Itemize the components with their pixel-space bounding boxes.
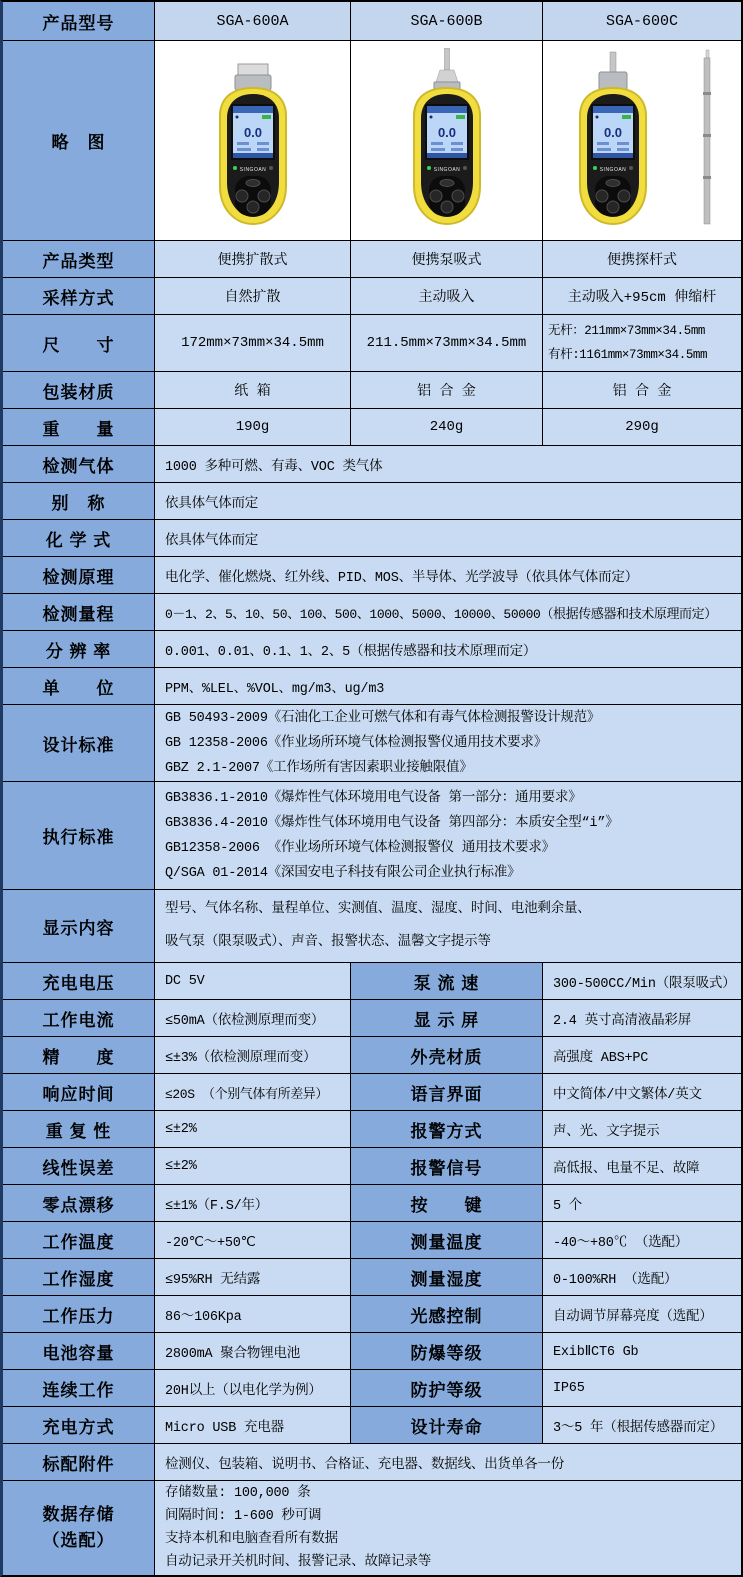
cell-value: 211.5mm×73mm×34.5mm (351, 315, 543, 371)
standard-line: GBZ 2.1-2007《工作场所有害因素职业接触限值》 (165, 760, 473, 776)
row-label: 重 量 (3, 409, 155, 445)
product-image-sga-600c (543, 41, 741, 240)
spec-row (3, 1333, 741, 1370)
spec-row (3, 1074, 741, 1111)
row-label: 充电电压 (3, 963, 155, 999)
cell-value: ≤20S （个别气体有所差异） (155, 1074, 351, 1110)
spec-row (3, 1000, 741, 1037)
cell-value: 2800mA 聚合物锂电池 (155, 1333, 351, 1369)
standard-line: GB12358-2006 《作业场所环境气体检测报警仪 通用技术要求》 (165, 840, 555, 856)
cell-value: Micro USB 充电器 (155, 1407, 351, 1443)
row-label: 精 度 (3, 1037, 155, 1073)
device-illustration-pump (372, 48, 522, 234)
pump-probe (444, 48, 449, 70)
cell-value: 便携泵吸式 (351, 241, 543, 277)
row-label: 报警信号 (351, 1148, 543, 1184)
standard-line: GB3836.4-2010《爆炸性气体环境用电气设备 第四部分：本质安全型“i”》 (165, 815, 619, 831)
cell-value: 纸 箱 (155, 372, 351, 408)
cell-value: 172mm×73mm×34.5mm (155, 315, 351, 371)
display-content-line: 型号、气体名称、量程单位、实测值、温度、湿度、时间、电池剩余量、 (165, 902, 591, 917)
row-label: 检测气体 (3, 446, 155, 482)
row-label: 工作压力 (3, 1296, 155, 1332)
header-row (3, 2, 741, 41)
model-name-c: SGA-600C (543, 2, 741, 40)
screen-reading: 0.0 (437, 124, 456, 140)
spec-row (3, 963, 741, 1000)
row-label: 测量温度 (351, 1222, 543, 1258)
led-indicator (427, 166, 431, 170)
storage-line: 间隔时间: 1-600 秒可调 (165, 1509, 322, 1524)
cell-value: ≤±2% (155, 1148, 351, 1184)
cell-value: 便携扩散式 (155, 241, 351, 277)
cell-value: 0.001、0.01、0.1、1、2、5（根据传感器和技术原理而定） (155, 631, 741, 667)
row-label (3, 1481, 155, 1575)
dimension-with-rod: 有杆:1161mm×73mm×34.5mm (548, 348, 708, 362)
row-label: 单 位 (3, 668, 155, 704)
spec-row (3, 1407, 741, 1444)
cell-value: ≤±1%（F.S/年） (155, 1185, 351, 1221)
cell-value (155, 782, 741, 889)
cell-value: 声、光、文字提示 (543, 1111, 741, 1147)
battery-icon (622, 115, 631, 119)
table-row (3, 631, 741, 668)
table-row (3, 705, 741, 782)
cell-value: 2.4 英寸高清液晶彩屏 (543, 1000, 741, 1036)
row-label-sketch: 略 图 (3, 41, 155, 240)
cell-value: 240g (351, 409, 543, 445)
cell-value: 3～5 年（根据传感器而定） (543, 1407, 741, 1443)
cell-value: 20H以上（以电化学为例） (155, 1370, 351, 1406)
sensor-cap (238, 64, 268, 75)
table-row (3, 315, 741, 372)
cell-value: 铝 合 金 (351, 372, 543, 408)
table-row (3, 483, 741, 520)
row-label: 分 辨 率 (3, 631, 155, 667)
table-row (3, 1444, 741, 1481)
screen-reading: 0.0 (243, 124, 262, 140)
table-row (3, 241, 741, 278)
telescopic-rod-tip (706, 50, 709, 58)
spec-row (3, 1037, 741, 1074)
cell-value: 高低报、电量不足、故障 (543, 1148, 741, 1184)
row-label: 响应时间 (3, 1074, 155, 1110)
probe-adapter (436, 70, 458, 82)
led-indicator (593, 166, 597, 170)
spec-row (3, 1222, 741, 1259)
table-row (3, 782, 741, 890)
standard-line: GB 12358-2006《作业场所环境气体检测报警仪通用技术要求》 (165, 735, 548, 751)
storage-line: 支持本机和电脑查看所有数据 (165, 1532, 338, 1547)
row-label: 按 键 (351, 1185, 543, 1221)
cell-value: -20℃～+50℃ (155, 1222, 351, 1258)
cell-value: 高强度 ABS+PC (543, 1037, 741, 1073)
table-row (3, 890, 741, 963)
battery-icon (456, 115, 465, 119)
cell-value: 5 个 (543, 1185, 741, 1221)
spec-row (3, 1111, 741, 1148)
model-name-b: SGA-600B (351, 2, 543, 40)
cell-value: 300-500CC/Min（限泵吸式） (543, 963, 741, 999)
row-label: 零点漂移 (3, 1185, 155, 1221)
cell-value: DC 5V (155, 963, 351, 999)
row-label: 采样方式 (3, 278, 155, 314)
sketch-row (3, 41, 741, 241)
standard-line: GB 50493-2009《石油化工企业可燃气体和有毒气体检测报警设计规范》 (165, 710, 601, 726)
row-label-line: （选配） (42, 1531, 115, 1550)
cell-value: 主动吸入 (351, 278, 543, 314)
cell-value: 依具体气体而定 (155, 483, 741, 519)
device-illustration-diffusion (178, 48, 328, 234)
row-label: 测量湿度 (351, 1259, 543, 1295)
model-name-a: SGA-600A (155, 2, 351, 40)
cell-value: 0－1、2、5、10、50、100、500、1000、5000、10000、50000（根据传感器和技术原理而定） (155, 594, 741, 630)
brand-label: SINGOAN (239, 166, 266, 173)
brand-label: SINGOAN (433, 166, 460, 173)
cell-value: -40～+80℃ （选配） (543, 1222, 741, 1258)
cell-value: 便携探杆式 (543, 241, 741, 277)
cell-value: ≤±3%（依检测原理而变） (155, 1037, 351, 1073)
cell-value: 主动吸入+95cm 伸缩杆 (543, 278, 741, 314)
table-row (3, 520, 741, 557)
cell-value: 190g (155, 409, 351, 445)
table-row (3, 409, 741, 446)
row-label: 线性误差 (3, 1148, 155, 1184)
row-label: 电池容量 (3, 1333, 155, 1369)
cell-value: ≤95%RH 无结露 (155, 1259, 351, 1295)
cell-value: 86～106Kpa (155, 1296, 351, 1332)
spec-row (3, 1185, 741, 1222)
row-label: 报警方式 (351, 1111, 543, 1147)
table-row (3, 372, 741, 409)
cell-value: 1000 多种可燃、有毒、VOC 类气体 (155, 446, 741, 482)
cell-value: ExibⅡCT6 Gb (543, 1333, 741, 1369)
cell-value: 0-100%RH （选配） (543, 1259, 741, 1295)
row-label: 防护等级 (351, 1370, 543, 1406)
standard-line: Q/SGA 01-2014《深国安电子科技有限公司企业执行标准》 (165, 865, 521, 881)
dimension-without-rod: 无杆：211mm×73mm×34.5mm (548, 324, 706, 338)
product-image-sga-600a (155, 41, 351, 240)
row-label: 执行标准 (3, 782, 155, 889)
row-label: 工作温度 (3, 1222, 155, 1258)
cell-value: ≤±2% (155, 1111, 351, 1147)
row-label: 尺 寸 (3, 315, 155, 371)
row-label: 连续工作 (3, 1370, 155, 1406)
row-label: 设计标准 (3, 705, 155, 781)
cell-value: 依具体气体而定 (155, 520, 741, 556)
row-label: 标配附件 (3, 1444, 155, 1480)
product-image-sga-600b (351, 41, 543, 240)
row-label: 外壳材质 (351, 1037, 543, 1073)
row-label: 包装材质 (3, 372, 155, 408)
brand-label: SINGOAN (599, 166, 627, 173)
row-label: 重 复 性 (3, 1111, 155, 1147)
row-label: 化 学 式 (3, 520, 155, 556)
telescopic-rod (704, 58, 710, 224)
row-label-product-model: 产品型号 (3, 2, 155, 40)
cell-value: 铝 合 金 (543, 372, 741, 408)
row-label: 工作湿度 (3, 1259, 155, 1295)
spec-row (3, 1259, 741, 1296)
cell-value (155, 1481, 741, 1575)
row-label: 光感控制 (351, 1296, 543, 1332)
row-label: 显 示 屏 (351, 1000, 543, 1036)
standard-line: GB3836.1-2010《爆炸性气体环境用电气设备 第一部分：通用要求》 (165, 790, 582, 806)
row-label: 泵 流 速 (351, 963, 543, 999)
storage-line: 存储数量: 100,000 条 (165, 1486, 311, 1501)
row-label: 别 称 (3, 483, 155, 519)
led-indicator (233, 166, 237, 170)
cell-value: IP65 (543, 1370, 741, 1406)
cell-value: 电化学、催化燃烧、红外线、PID、MOS、半导体、光学波导（依具体气体而定） (155, 557, 741, 593)
table-row (3, 557, 741, 594)
row-label: 产品类型 (3, 241, 155, 277)
row-label: 显示内容 (3, 890, 155, 962)
spec-row (3, 1296, 741, 1333)
table-row (3, 278, 741, 315)
screen-reading: 0.0 (603, 124, 623, 140)
cell-value: 自然扩散 (155, 278, 351, 314)
table-row (3, 594, 741, 631)
storage-line: 自动记录开关机时间、报警记录、故障记录等 (165, 1555, 431, 1570)
row-label: 检测原理 (3, 557, 155, 593)
cell-value (155, 890, 741, 962)
row-label: 充电方式 (3, 1407, 155, 1443)
row-label-line: 数据存储 (42, 1505, 115, 1524)
table-row (3, 1481, 741, 1575)
spec-row (3, 1148, 741, 1185)
table-row (3, 668, 741, 705)
battery-icon (262, 115, 271, 119)
row-label: 防爆等级 (351, 1333, 543, 1369)
device-illustration-probe-rod (547, 48, 737, 234)
spec-row (3, 1370, 741, 1407)
row-label: 检测量程 (3, 594, 155, 630)
cell-value: ≤50mA（依检测原理而变） (155, 1000, 351, 1036)
sensor-probe (610, 52, 616, 72)
row-label: 语言界面 (351, 1074, 543, 1110)
cell-value: 自动调节屏幕亮度（选配） (543, 1296, 741, 1332)
cell-value (155, 705, 741, 781)
cell-value: PPM、%LEL、%VOL、mg/m3、ug/m3 (155, 668, 741, 704)
display-content-line: 吸气泵（限泵吸式）、声音、报警状态、温馨文字提示等 (165, 935, 491, 950)
cell-value: 检测仪、包装箱、说明书、合格证、充电器、数据线、出货单各一份 (155, 1444, 741, 1480)
row-label: 设计寿命 (351, 1407, 543, 1443)
table-row (3, 446, 741, 483)
cell-value: 290g (543, 409, 741, 445)
cell-value (543, 315, 741, 371)
row-label: 工作电流 (3, 1000, 155, 1036)
cell-value: 中文简体/中文繁体/英文 (543, 1074, 741, 1110)
